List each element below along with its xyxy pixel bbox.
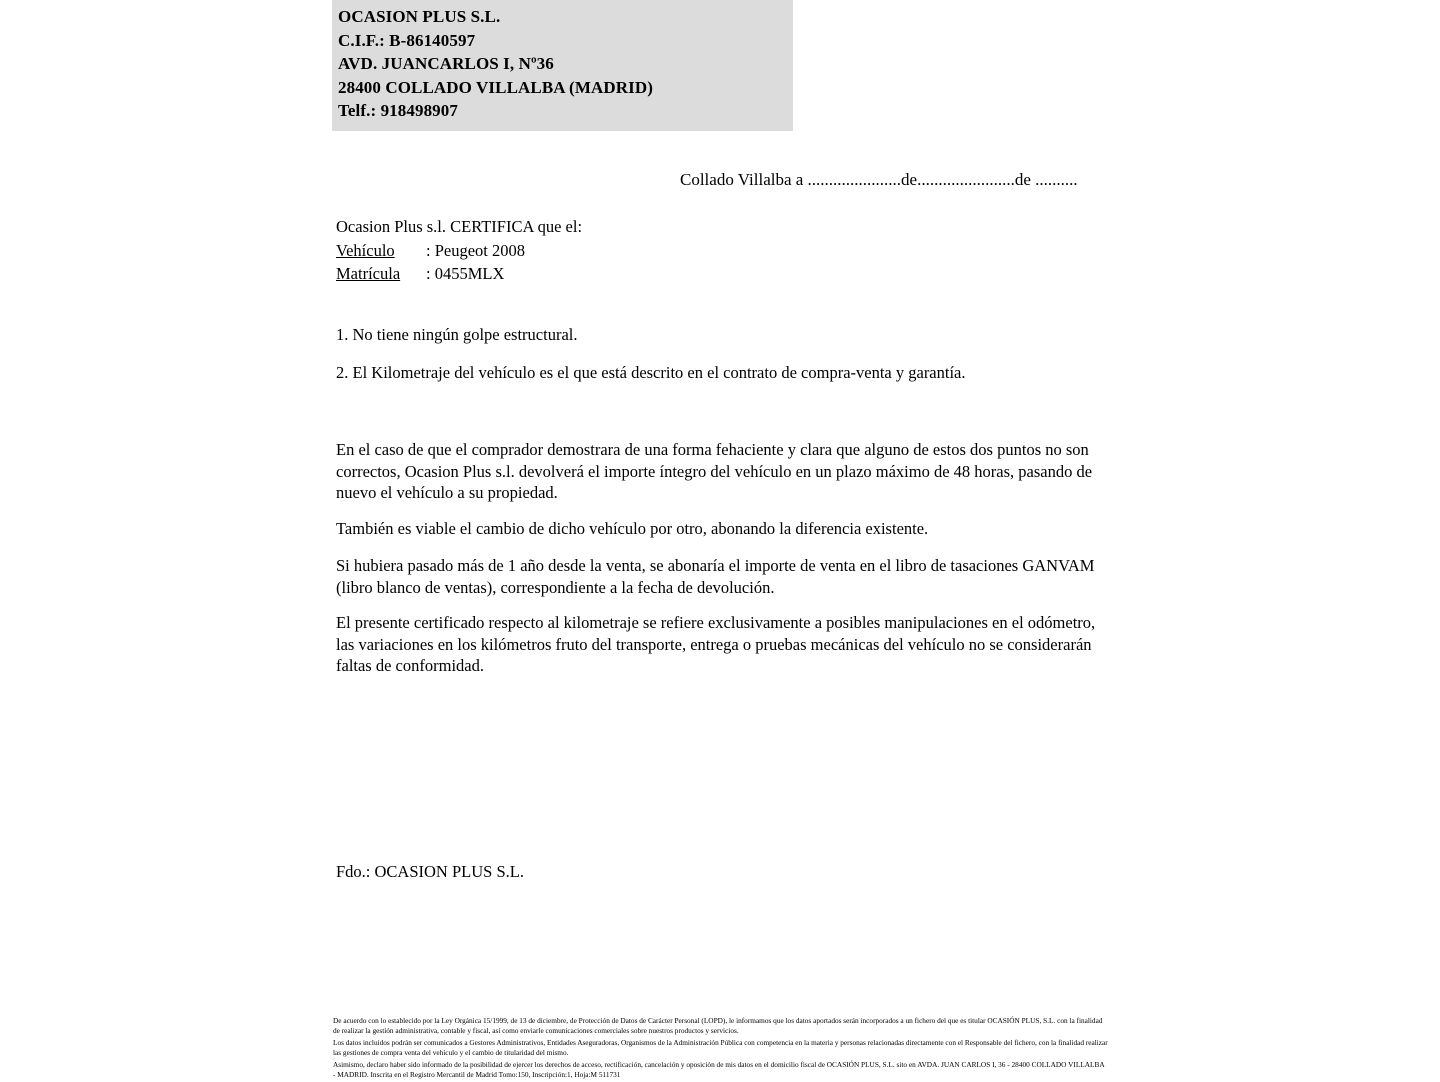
company-cif: C.I.F.: B-86140597: [338, 30, 476, 50]
company-letterhead: [332, 0, 793, 131]
legal-paragraph-3: Asimismo, declaro haber sido informado de la posibilidad de ejercer los derechos de acceso, rectificación, cancelación y oposición de mis datos en el domicilio fiscal de OCASIÓN PLUS, S.L. sito en AVDA. JUAN CARLOS I, 36 - 28400 COLLADO VILLALBA - MADRID. Inscrita en el Registro Mercantil de Madrid Tomo:150, Inscripción:1, Hoja:M 511731: [333, 1060, 1105, 1079]
plate-label: Matrícula: [336, 264, 401, 283]
vehicle-row: [336, 239, 582, 263]
signature-line: Fdo.: OCASION PLUS S.L.: [336, 862, 524, 881]
vehicle-label: Vehículo: [336, 240, 395, 260]
certified-point-2: 2. El Kilometraje del vehículo es el que está descrito en el contrato de compra-venta y garantía.: [336, 363, 966, 382]
certification-block: [336, 215, 582, 286]
legal-notice: [333, 1016, 1108, 1082]
plate-row: [336, 262, 582, 286]
certified-point-1: 1. No tiene ningún golpe estructural.: [336, 325, 578, 344]
date-line: Collado Villalba a ......................de.......................de ..........: [680, 170, 1078, 189]
company-name: OCASION PLUS S.L.: [338, 7, 501, 26]
legal-paragraph-2: Los datos incluidos podrán ser comunicados a Gestores Administrativos, Entidades Aseguradoras, Organismos de la Administración Pública con competencia en la materia y personas relacionadas directamente con el Responsable del fichero, con la finalidad realizar las gestiones de compra venta del vehículo y el cambio de titularidad del mismo.: [333, 1038, 1108, 1057]
paragraph-after-one-year: Si hubiera pasado más de 1 año desde la venta, se abonaría el importe de venta en el libro de tasaciones GANVAM (libro blanco de ventas), correspondiente a la fecha de devolución.: [336, 556, 1095, 597]
company-address-city: 28400 COLLADO VILLALBA (MADRID): [338, 77, 653, 97]
company-address-street: AVD. JUANCARLOS I, Nº36: [338, 54, 554, 73]
paragraph-odometer-scope: El presente certificado respecto al kilometraje se refiere exclusivamente a posibles manipulaciones en el odómetro, las variaciones en los kilómetros fruto del transporte, entrega o pruebas mecánicas del vehículo no se considerarán faltas de conformidad.: [336, 613, 1096, 675]
vehicle-value: : Peugeot 2008: [426, 240, 525, 260]
certification-intro: Ocasion Plus s.l. CERTIFICA que el:: [336, 217, 583, 236]
company-phone: Telf.: 918498907: [338, 101, 458, 120]
legal-paragraph-1: De acuerdo con lo establecido por la Ley Orgánica 15/1999, de 13 de diciembre, de Protección de Datos de Carácter Personal (LOPD), le informamos que los datos aportados serán incorporados a un fichero del que es titular OCASIÓN PLUS, S.L. con la finalidad de realizar la gestión administrativa, contable y fiscal, así como enviarle comunicaciones comerciales sobre nuestros productos y servicios.: [333, 1016, 1103, 1035]
paragraph-exchange-option: También es viable el cambio de dicho vehículo por otro, abonando la diferencia existente.: [336, 519, 929, 538]
plate-value: : 0455MLX: [426, 264, 505, 283]
paragraph-refund-terms: En el caso de que el comprador demostrara de una forma fehaciente y clara que alguno de estos dos puntos no son correctos, Ocasion Plus s.l. devolverá el importe íntegro del vehículo en un plazo máximo de 48 horas, pasando de nuevo el vehículo a su propiedad.: [336, 440, 1093, 502]
